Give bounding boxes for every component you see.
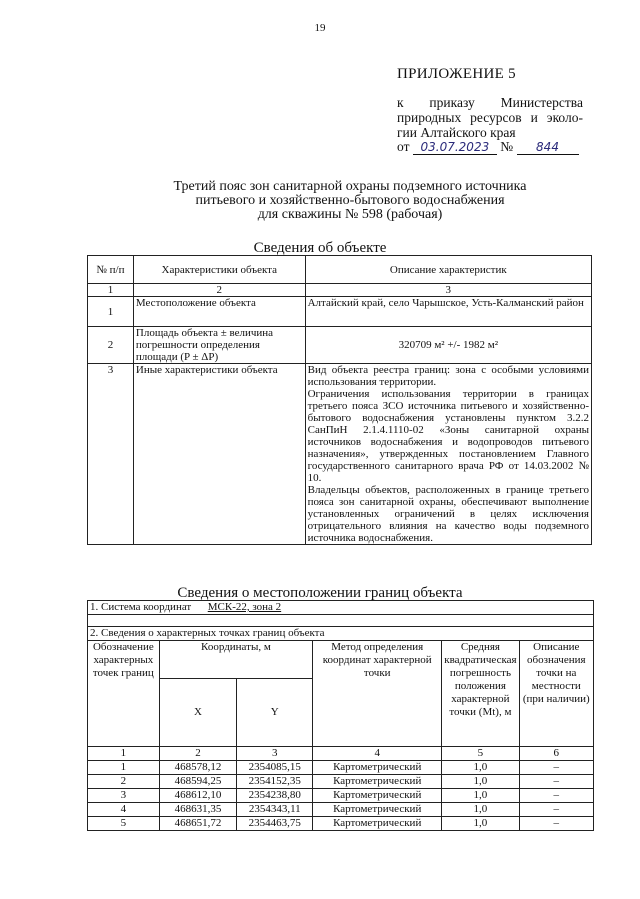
row-description <box>305 364 591 545</box>
col-header-y: Y <box>237 679 313 747</box>
order-reference-line-3: гии Алтайского края <box>397 125 516 140</box>
appendix-title: ПРИЛОЖЕНИЕ 5 <box>397 66 516 82</box>
table-row <box>88 761 594 775</box>
table-row <box>88 364 592 545</box>
row-characteristic: Местоположение объекта <box>133 297 305 327</box>
point-x: 468631,35 <box>159 803 237 817</box>
spacer-row <box>88 615 594 627</box>
index-cell: 2 <box>133 284 305 297</box>
point-description: – <box>519 817 593 831</box>
coordinate-system-label: 1. Система координат <box>90 601 192 613</box>
point-description: – <box>519 803 593 817</box>
page-number: 19 <box>314 22 326 34</box>
point-y: 2354152,35 <box>237 775 313 789</box>
description-paragraph: Вид объекта реестра границ: зона с особыми условиями использования территории. <box>307 364 589 388</box>
order-reference-line-1: к приказу Министерства <box>397 95 583 110</box>
row-description: 320709 м² +/- 1982 м² <box>305 327 591 364</box>
point-y: 2354463,75 <box>237 817 313 831</box>
point-method: Картометрический <box>313 775 442 789</box>
point-description: – <box>519 761 593 775</box>
point-y: 2354085,15 <box>237 761 313 775</box>
point-number: 4 <box>88 803 160 817</box>
date-prefix: от <box>397 139 410 154</box>
point-error: 1,0 <box>442 761 519 775</box>
title-line-3: для скважины № 598 (рабочая) <box>257 207 443 222</box>
col-header-designation: Обозначение характерных точек границ <box>88 641 160 747</box>
point-x: 468578,12 <box>159 761 237 775</box>
point-method: Картометрический <box>313 761 442 775</box>
index-cell: 6 <box>519 747 593 761</box>
point-method: Картометрический <box>313 789 442 803</box>
title-line-1: Третий пояс зон санитарной охраны подземного источника <box>173 179 527 194</box>
point-number: 1 <box>88 761 160 775</box>
order-reference-line-2: природных ресурсов и эколо- <box>397 110 583 125</box>
points-label-row: 2. Сведения о характерных точках границ объекта <box>88 627 594 641</box>
col-header-point-description: Описание обозначения точки на местности (при наличии) <box>519 641 593 747</box>
title-line-2: питьевого и хозяйственно-бытового водоснабжения <box>195 193 505 208</box>
col-header-error: Средняя квадратическая погрешность положения характерной точки (Mt), м <box>442 641 519 747</box>
index-cell: 5 <box>442 747 519 761</box>
point-error: 1,0 <box>442 789 519 803</box>
point-y: 2354238,80 <box>237 789 313 803</box>
table-row <box>88 817 594 831</box>
row-number: 2 <box>88 327 134 364</box>
col-header-characteristic: Характеристики объекта <box>133 256 305 284</box>
col-header-method: Метод определения координат характерной точки <box>313 641 442 747</box>
point-number: 5 <box>88 817 160 831</box>
point-description: – <box>519 775 593 789</box>
table-row <box>88 327 592 364</box>
coordinate-system-value: МСК-22, зона 2 <box>207 601 282 613</box>
description-paragraph: Ограничения использования территории в границах третьего пояса ЗСО источника питьевого и хозяйственно-бытового водоснабжения установлены пунктом 3.2.2 СанПиН 2.1.4.1110-02 «Зоны санитарной охраны источников водоснабжения и водопроводов питьевого назначения», утвержденных постановлением Главного государственного санитарного врача РФ от 14.03.2002 № 10. <box>307 388 589 484</box>
table-row <box>88 297 592 327</box>
point-number: 3 <box>88 789 160 803</box>
index-cell: 2 <box>159 747 237 761</box>
row-number: 3 <box>88 364 134 545</box>
point-x: 468594,25 <box>159 775 237 789</box>
col-header-x: X <box>159 679 237 747</box>
boundaries-table <box>87 600 594 831</box>
description-paragraph: Владельцы объектов, расположенных в границе третьего пояса зон санитарной охраны, обеспечивают выполнение установленных ограничений в целях исключения отрицательного влияния на качество воды подземного источника водоснабжения. <box>307 484 589 544</box>
point-error: 1,0 <box>442 803 519 817</box>
point-x: 468612,10 <box>159 789 237 803</box>
point-y: 2354343,11 <box>237 803 313 817</box>
boundaries-heading: Сведения о местоположении границ объекта <box>177 585 463 601</box>
number-prefix: № <box>500 139 514 154</box>
object-info-table <box>87 255 592 545</box>
table-row <box>88 789 594 803</box>
point-error: 1,0 <box>442 817 519 831</box>
index-cell: 1 <box>88 747 160 761</box>
point-error: 1,0 <box>442 775 519 789</box>
document-title <box>150 180 550 222</box>
col-header-coordinates: Координаты, м <box>159 641 313 679</box>
point-x: 468651,72 <box>159 817 237 831</box>
handwritten-date: 03.07.2023 <box>413 140 497 155</box>
col-header-description: Описание характеристик <box>305 256 591 284</box>
index-cell: 4 <box>313 747 442 761</box>
point-method: Картометрический <box>313 817 442 831</box>
row-characteristic: Площадь объекта ± величина погрешности определения площади (P ± ΔP) <box>133 327 305 364</box>
index-cell: 3 <box>305 284 591 297</box>
coordinate-system-row <box>88 601 594 615</box>
index-cell: 1 <box>88 284 134 297</box>
table-row <box>88 803 594 817</box>
point-description: – <box>519 789 593 803</box>
row-description: Алтайский край, село Чарышское, Усть-Калманский район <box>305 297 591 327</box>
table-row <box>88 775 594 789</box>
handwritten-number: 844 <box>517 140 579 155</box>
row-characteristic: Иные характеристики объекта <box>133 364 305 545</box>
object-info-heading: Сведения об объекте <box>253 240 387 256</box>
row-number: 1 <box>88 297 134 327</box>
col-header-number: № п/п <box>88 256 134 284</box>
point-method: Картометрический <box>313 803 442 817</box>
point-number: 2 <box>88 775 160 789</box>
index-cell: 3 <box>237 747 313 761</box>
order-date-number <box>397 139 579 155</box>
